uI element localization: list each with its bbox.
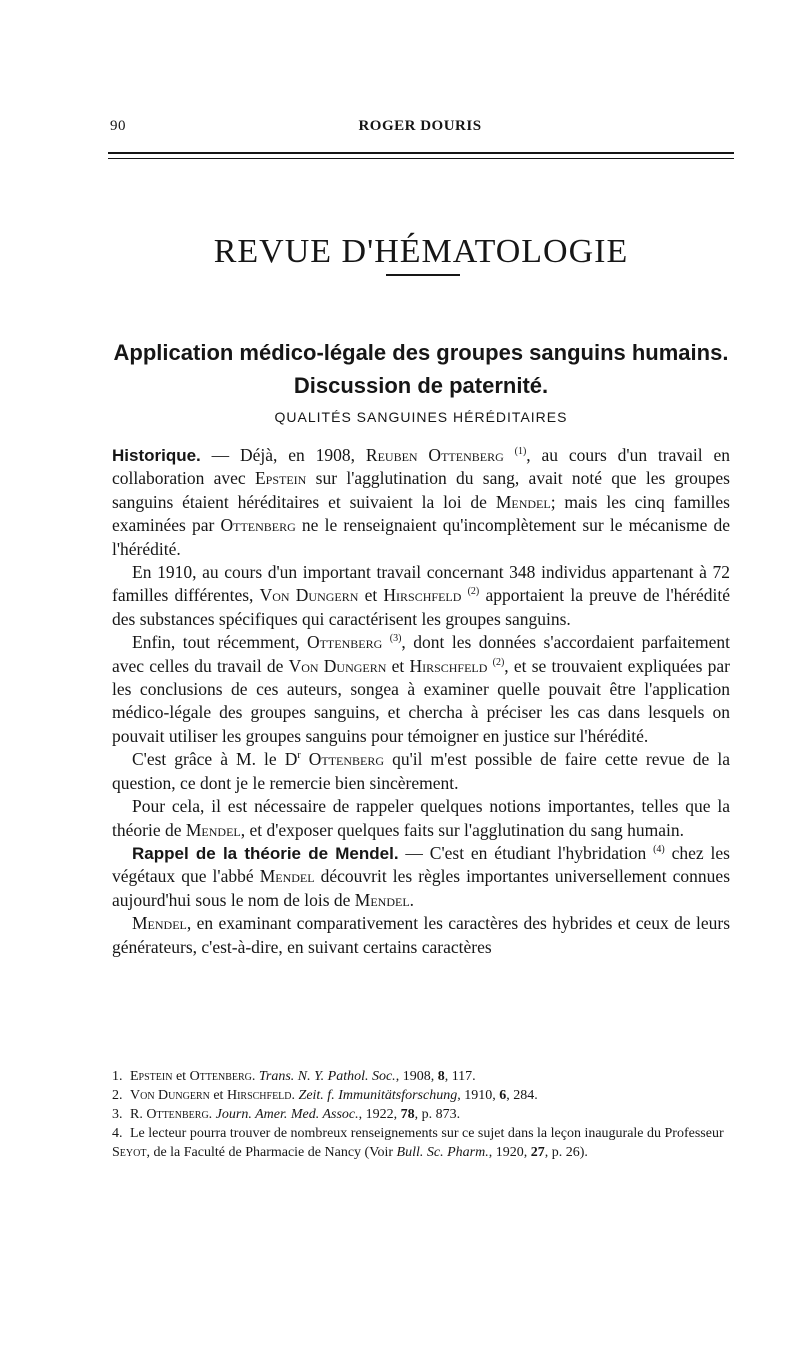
footnote-ref: (4) [653, 844, 665, 856]
footnote-number: 3. [112, 1107, 123, 1122]
footnote-2 [112, 1086, 730, 1105]
runin-heading: Rappel de la théorie de Mendel. [132, 843, 399, 863]
text: . [291, 1088, 299, 1103]
text: C'est grâce à M. le D [132, 749, 298, 770]
volume: 78 [400, 1107, 415, 1122]
text: chez les végétaux que l'abbé [112, 842, 730, 887]
text: Enfin, tout récemment, [132, 632, 307, 653]
text: , 1922, [358, 1107, 401, 1122]
text: Pour cela, il est nécessaire de rappeler quelques notions importantes, telles que la théorie de [112, 796, 730, 840]
article-title-line-2: Discussion de paternité. [293, 373, 549, 399]
text: Le lecteur pourra trouver de nombreux renseignements sur ce sujet dans la leçon inaugurale du Professeur [130, 1126, 724, 1141]
author-name: Seyot [112, 1145, 147, 1160]
text: En 1910, au cours d'un important travail concernant 348 individus appartenant à 72 familles différentes, [112, 562, 730, 606]
text: , 1920, [488, 1145, 531, 1160]
text: , p. 873. [414, 1107, 461, 1122]
text: R. [130, 1107, 147, 1122]
footnote-ref: (1) [514, 446, 527, 458]
volume: 8 [437, 1069, 445, 1084]
author-name: Mendel [185, 819, 241, 840]
author-name: Epstein [254, 468, 307, 489]
article-title [108, 336, 734, 402]
paragraph-mendel-examinant [112, 912, 730, 959]
section-title: REVUE D'HÉMATOLOGIE [213, 232, 629, 270]
footnote-4 [112, 1124, 730, 1162]
text: , 1910, [457, 1088, 500, 1103]
runin-heading: Historique. [112, 446, 201, 465]
text: , 117. [444, 1069, 476, 1084]
text: , p. 26). [544, 1145, 588, 1160]
text: , et se trouvaient expliquées par les conclusions de ces auteurs, songea à examiner quelle pouvait être l'application médico-légale des groupes sanguins, et chercha à préciser les cas dans lesquels on pouvait utiliser les groupes sanguins pour témoigner en justice sur l'hérédité. [112, 655, 730, 746]
footnote-number: 2. [112, 1088, 123, 1103]
text [301, 749, 309, 769]
text: et [386, 655, 410, 676]
footnote-number: 1. [112, 1069, 123, 1084]
author-name: Ottenberg [189, 1069, 252, 1084]
text: ; mais les cinq familles examinées par [112, 491, 730, 536]
article-title-line-1: Application médico-légale des groupes sanguins humains. [113, 340, 729, 366]
footnote-number: 4. [112, 1126, 123, 1141]
paragraph-enfin [112, 631, 730, 748]
author-name: Ottenberg [308, 749, 385, 770]
text: , 1908, [395, 1069, 438, 1084]
text: découvrit les règles importantes universellement connues aujourd'hui sous le nom de lois de [112, 866, 731, 910]
author-name: Ottenberg [220, 515, 296, 536]
volume: 6 [499, 1088, 507, 1103]
author-name: Hirschfeld [226, 1088, 292, 1103]
text: , au cours d'un travail en collaboration avec [112, 445, 731, 489]
paragraph-historique [112, 444, 730, 561]
text: et [209, 1088, 227, 1103]
text: . [409, 889, 415, 910]
superscript: r [297, 750, 301, 762]
section-divider [386, 274, 460, 276]
author-name: Von Dungern [288, 655, 387, 676]
author-name: Mendel [354, 889, 410, 910]
author-name: Von Dungern [130, 1088, 210, 1103]
author-name: Ottenberg [146, 1107, 209, 1122]
text: sur l'agglutination du sang, avait noté que les groupes sanguins étaient héréditaires et suivaient la loi de [112, 468, 730, 512]
text: . [251, 1069, 259, 1084]
author-name: Mendel [495, 491, 551, 512]
text: , et d'exposer quelques faits sur l'agglutination du sang humain. [240, 819, 684, 840]
author-name: Reuben Ottenberg [365, 445, 504, 465]
text: — C'est en étudiant l'hybridation [398, 842, 654, 863]
text: . [208, 1107, 216, 1122]
journal-title: Bull. Sc. Pharm. [396, 1145, 489, 1160]
author-name: Von Dungern [259, 585, 359, 606]
footnote-1 [112, 1067, 730, 1086]
footnote-ref: (2) [467, 586, 480, 598]
paragraph-remerciement [112, 748, 730, 795]
footnote-ref: (2) [492, 656, 505, 668]
footnote-3 [112, 1105, 730, 1124]
author-name: Hirschfeld [383, 585, 462, 606]
text: apportaient la preuve de l'hérédité des substances spécifiques qui caractérisent les groupes sanguins. [112, 585, 731, 629]
text: , 284. [506, 1088, 538, 1103]
running-head: ROGER DOURIS [358, 118, 482, 134]
text: et [358, 585, 384, 606]
footnote-ref: (3) [389, 633, 402, 645]
footnotes [112, 1067, 730, 1162]
paragraph-rappel-mendel [112, 842, 730, 912]
section-subheading: QUALITÉS SANGUINES HÉRÉDITAIRES [274, 409, 568, 425]
journal-title: Zeit. f. Immunitätsforschung [298, 1088, 458, 1103]
text: qu'il m'est possible de faire cette revue de la question, ce dont je le remercie bien sincèrement. [112, 749, 730, 793]
text: , de la Faculté de Pharmacie de Nancy (Voir [146, 1145, 397, 1160]
text: , en examinant comparativement les caractères des hybrides et ceux de leurs générateurs, c'est-à-dire, en suivant certains caractères [112, 913, 730, 957]
author-name: Mendel [259, 866, 315, 887]
text: et [172, 1069, 190, 1084]
paragraph-1910 [112, 561, 730, 631]
article-body [112, 444, 730, 959]
volume: 27 [530, 1145, 545, 1160]
text: — Déjà, en 1908, [200, 445, 366, 465]
author-name: Epstein [130, 1069, 173, 1084]
page-number: 90 [110, 118, 126, 134]
header-double-rule [108, 152, 734, 159]
journal-title: Trans. N. Y. Pathol. Soc. [258, 1069, 396, 1084]
author-name: Hirschfeld [409, 655, 488, 676]
author-name: Mendel [132, 913, 187, 934]
author-name: Ottenberg [306, 632, 383, 653]
journal-title: Journ. Amer. Med. Assoc. [215, 1107, 359, 1122]
text: , dont les données s'accordaient parfaitement avec celles du travail de [112, 632, 731, 676]
paragraph-pour-cela [112, 795, 730, 842]
text: ne le renseignaient qu'incomplètement sur le mécanisme de l'hérédité. [112, 515, 730, 559]
